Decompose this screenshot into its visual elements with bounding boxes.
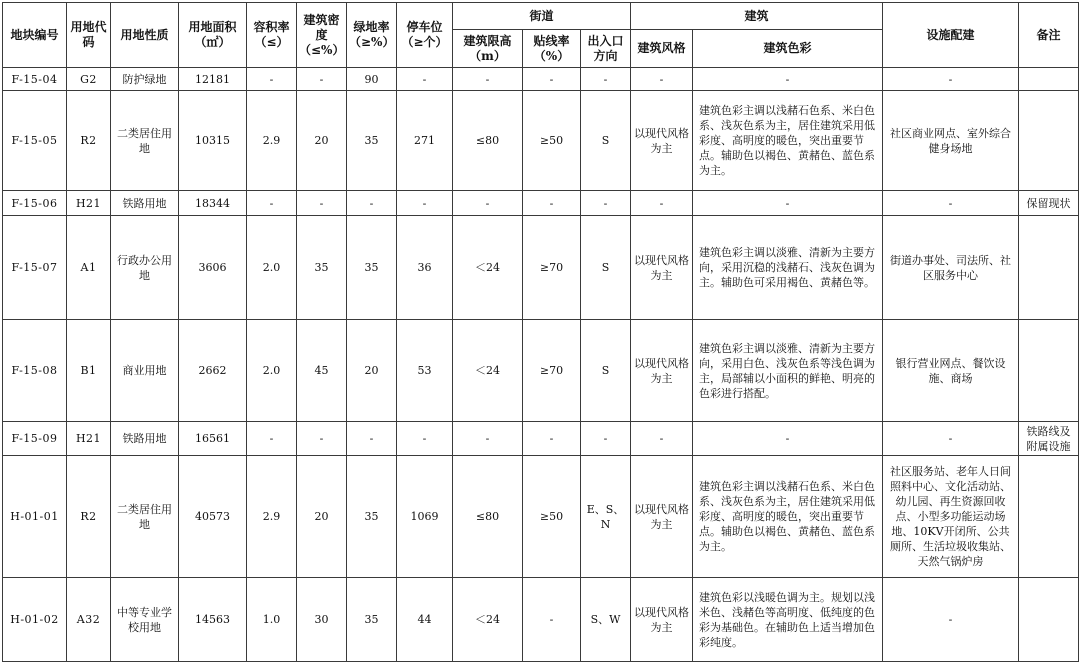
header-green-rate: 绿地率（≥%） xyxy=(347,3,397,68)
cell-color: 建筑色彩以浅暖色调为主。规划以浅米色、浅赭色等高明度、低纯度的色彩为基础色。在辅助色上适当增加色彩纯度。 xyxy=(693,578,883,662)
header-color: 建筑色彩 xyxy=(693,30,883,68)
header-remarks: 备注 xyxy=(1019,3,1079,68)
cell-density: - xyxy=(297,191,347,216)
cell-parking: - xyxy=(397,68,453,91)
cell-nature: 铁路用地 xyxy=(111,191,179,216)
cell-frontage: - xyxy=(523,422,581,456)
cell-green: 35 xyxy=(347,91,397,191)
cell-parking: 1069 xyxy=(397,456,453,578)
cell-far: 1.0 xyxy=(247,578,297,662)
cell-density: - xyxy=(297,422,347,456)
cell-style: 以现代风格为主 xyxy=(631,91,693,191)
cell-area: 12181 xyxy=(179,68,247,91)
cell-density: 20 xyxy=(297,91,347,191)
cell-area: 14563 xyxy=(179,578,247,662)
cell-green: 35 xyxy=(347,456,397,578)
cell-far: 2.0 xyxy=(247,216,297,320)
cell-code: R2 xyxy=(67,456,111,578)
header-frontage-rate: 贴线率（%） xyxy=(523,30,581,68)
cell-entrance: - xyxy=(581,68,631,91)
cell-area: 2662 xyxy=(179,320,247,422)
cell-area: 16561 xyxy=(179,422,247,456)
cell-code: H21 xyxy=(67,191,111,216)
header-density: 建筑密度（≤%） xyxy=(297,3,347,68)
header-building-group: 建筑 xyxy=(631,3,883,30)
header-land-code: 用地代码 xyxy=(67,3,111,68)
cell-area: 18344 xyxy=(179,191,247,216)
cell-style: 以现代风格为主 xyxy=(631,320,693,422)
cell-facilities: 社区服务站、老年人日间照料中心、文化活动站、幼儿园、再生资源回收点、小型多功能运动场地、10KV开闭所、公共厕所、生活垃圾收集站、天然气锅炉房 xyxy=(883,456,1019,578)
cell-color: - xyxy=(693,68,883,91)
cell-facilities: 社区商业网点、室外综合健身场地 xyxy=(883,91,1019,191)
cell-nature: 行政办公用地 xyxy=(111,216,179,320)
cell-color: 建筑色彩主调以浅赭石色系、米白色系、浅灰色系为主，居住建筑采用低彩度、高明度的暖色，突出重要节点。辅助色以褐色、黄赭色、蓝色系为主。 xyxy=(693,91,883,191)
cell-height: ≤80 xyxy=(453,456,523,578)
cell-style: 以现代风格为主 xyxy=(631,578,693,662)
cell-height: - xyxy=(453,191,523,216)
header-street-group: 街道 xyxy=(453,3,631,30)
cell-entrance: S xyxy=(581,91,631,191)
cell-frontage: ≥70 xyxy=(523,320,581,422)
cell-far: 2.9 xyxy=(247,91,297,191)
table-row xyxy=(3,422,1079,456)
header-entrance: 出入口方向 xyxy=(581,30,631,68)
cell-height: - xyxy=(453,68,523,91)
cell-code: R2 xyxy=(67,91,111,191)
cell-density: 30 xyxy=(297,578,347,662)
cell-remarks xyxy=(1019,578,1079,662)
cell-nature: 中等专业学校用地 xyxy=(111,578,179,662)
cell-remarks xyxy=(1019,68,1079,91)
cell-remarks xyxy=(1019,216,1079,320)
cell-height: ＜24 xyxy=(453,578,523,662)
cell-block: H-01-02 xyxy=(3,578,67,662)
header-facilities: 设施配建 xyxy=(883,3,1019,68)
cell-far: 2.9 xyxy=(247,456,297,578)
cell-color: - xyxy=(693,191,883,216)
cell-nature: 防护绿地 xyxy=(111,68,179,91)
table-row xyxy=(3,91,1079,191)
cell-facilities: 街道办事处、司法所、社区服务中心 xyxy=(883,216,1019,320)
table-row xyxy=(3,320,1079,422)
cell-facilities: - xyxy=(883,191,1019,216)
table-row xyxy=(3,68,1079,91)
cell-entrance: - xyxy=(581,191,631,216)
cell-height: ≤80 xyxy=(453,91,523,191)
cell-parking: - xyxy=(397,191,453,216)
cell-far: 2.0 xyxy=(247,320,297,422)
cell-green: 35 xyxy=(347,578,397,662)
header-far: 容积率（≤） xyxy=(247,3,297,68)
cell-color: 建筑色彩主调以淡雅、清新为主要方向，采用沉稳的浅赭石、浅灰色调为主。辅助色可采用褐色、黄赭色等。 xyxy=(693,216,883,320)
cell-density: - xyxy=(297,68,347,91)
cell-code: B1 xyxy=(67,320,111,422)
cell-code: A1 xyxy=(67,216,111,320)
cell-density: 45 xyxy=(297,320,347,422)
cell-far: - xyxy=(247,68,297,91)
cell-parking: 53 xyxy=(397,320,453,422)
cell-entrance: E、S、N xyxy=(581,456,631,578)
cell-far: - xyxy=(247,191,297,216)
cell-style: - xyxy=(631,191,693,216)
cell-remarks xyxy=(1019,320,1079,422)
cell-remarks xyxy=(1019,456,1079,578)
cell-facilities: - xyxy=(883,68,1019,91)
cell-facilities: - xyxy=(883,578,1019,662)
cell-parking: 271 xyxy=(397,91,453,191)
cell-entrance: S、W xyxy=(581,578,631,662)
cell-entrance: S xyxy=(581,216,631,320)
cell-green: 35 xyxy=(347,216,397,320)
cell-remarks: 铁路线及附属设施 xyxy=(1019,422,1079,456)
cell-code: G2 xyxy=(67,68,111,91)
cell-frontage: - xyxy=(523,578,581,662)
cell-density: 35 xyxy=(297,216,347,320)
cell-block: F-15-05 xyxy=(3,91,67,191)
table-row xyxy=(3,191,1079,216)
cell-style: 以现代风格为主 xyxy=(631,216,693,320)
cell-code: A32 xyxy=(67,578,111,662)
header-land-nature: 用地性质 xyxy=(111,3,179,68)
cell-block: F-15-09 xyxy=(3,422,67,456)
cell-parking: 36 xyxy=(397,216,453,320)
cell-frontage: - xyxy=(523,191,581,216)
cell-block: F-15-08 xyxy=(3,320,67,422)
cell-color: 建筑色彩主调以浅赭石色系、米白色系、浅灰色系为主，居住建筑采用低彩度、高明度的暖色，突出重要节点。辅助色以褐色、黄赭色、蓝色系为主。 xyxy=(693,456,883,578)
cell-frontage: ≥50 xyxy=(523,91,581,191)
cell-parking: - xyxy=(397,422,453,456)
cell-frontage: ≥70 xyxy=(523,216,581,320)
header-parking: 停车位（≥个） xyxy=(397,3,453,68)
header-height-limit: 建筑限高（m） xyxy=(453,30,523,68)
cell-parking: 44 xyxy=(397,578,453,662)
table-row xyxy=(3,216,1079,320)
cell-height: - xyxy=(453,422,523,456)
cell-code: H21 xyxy=(67,422,111,456)
cell-facilities: 银行营业网点、餐饮设施、商场 xyxy=(883,320,1019,422)
cell-entrance: - xyxy=(581,422,631,456)
cell-height: ＜24 xyxy=(453,320,523,422)
cell-green: 20 xyxy=(347,320,397,422)
cell-block: F-15-04 xyxy=(3,68,67,91)
cell-height: ＜24 xyxy=(453,216,523,320)
cell-density: 20 xyxy=(297,456,347,578)
cell-nature: 商业用地 xyxy=(111,320,179,422)
cell-green: - xyxy=(347,422,397,456)
cell-style: - xyxy=(631,68,693,91)
cell-area: 10315 xyxy=(179,91,247,191)
cell-green: - xyxy=(347,191,397,216)
cell-nature: 二类居住用地 xyxy=(111,91,179,191)
cell-green: 90 xyxy=(347,68,397,91)
cell-facilities: - xyxy=(883,422,1019,456)
cell-color: - xyxy=(693,422,883,456)
cell-area: 40573 xyxy=(179,456,247,578)
cell-nature: 铁路用地 xyxy=(111,422,179,456)
cell-style: 以现代风格为主 xyxy=(631,456,693,578)
cell-remarks: 保留现状 xyxy=(1019,191,1079,216)
cell-block: H-01-01 xyxy=(3,456,67,578)
cell-color: 建筑色彩主调以淡雅、清新为主要方向，采用白色、浅灰色系等浅色调为主，局部辅以小面积的鲜艳、明亮的色彩进行搭配。 xyxy=(693,320,883,422)
cell-frontage: - xyxy=(523,68,581,91)
cell-block: F-15-06 xyxy=(3,191,67,216)
header-land-area: 用地面积（㎡） xyxy=(179,3,247,68)
cell-style: - xyxy=(631,422,693,456)
cell-far: - xyxy=(247,422,297,456)
cell-entrance: S xyxy=(581,320,631,422)
cell-block: F-15-07 xyxy=(3,216,67,320)
table-row xyxy=(3,578,1079,662)
header-block-no: 地块编号 xyxy=(3,3,67,68)
cell-area: 3606 xyxy=(179,216,247,320)
table-row xyxy=(3,456,1079,578)
cell-remarks xyxy=(1019,91,1079,191)
cell-frontage: ≥50 xyxy=(523,456,581,578)
cell-nature: 二类居住用地 xyxy=(111,456,179,578)
land-use-control-table xyxy=(2,2,1079,662)
header-style: 建筑风格 xyxy=(631,30,693,68)
